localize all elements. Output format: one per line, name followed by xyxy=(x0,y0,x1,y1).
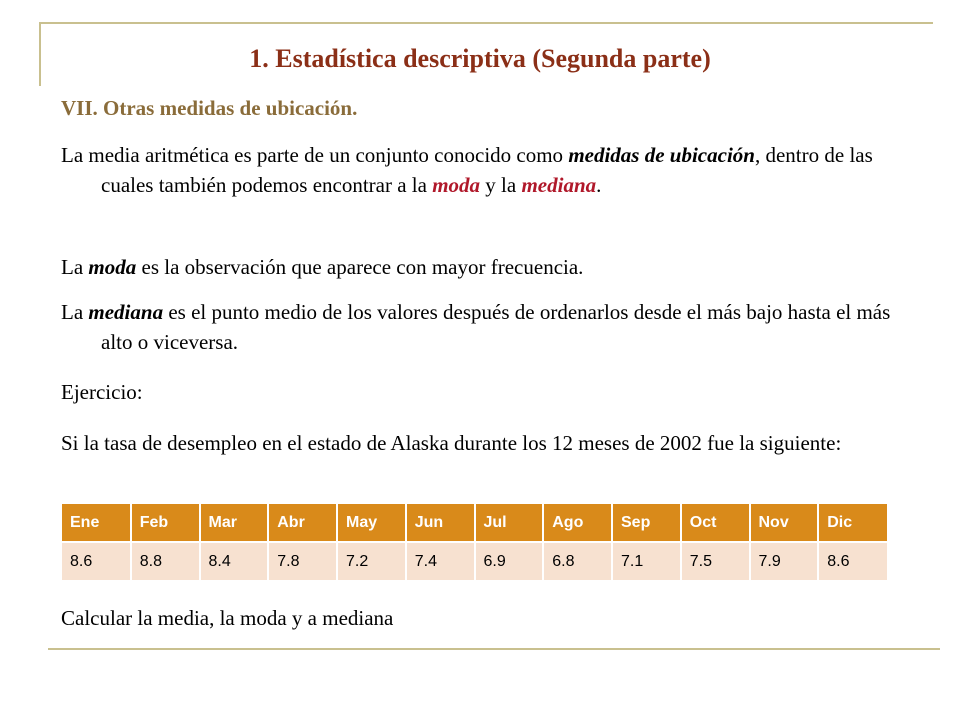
table-cell: 8.6 xyxy=(818,542,887,580)
table-header-cell: Mar xyxy=(200,504,269,542)
table-cell: 8.8 xyxy=(131,542,200,580)
table-header-cell: Ene xyxy=(62,504,131,542)
table-header-cell: Dic xyxy=(818,504,887,542)
table-cell: 6.9 xyxy=(475,542,544,580)
table-cell: 6.8 xyxy=(543,542,612,580)
table-row xyxy=(62,542,887,580)
term-mediana: mediana xyxy=(521,173,597,197)
text-segment: La media aritmética es parte de un conjunto conocido como xyxy=(61,143,569,167)
term-medidas-de-ubicacion: medidas de ubicación xyxy=(568,143,755,167)
table-cell: 7.9 xyxy=(750,542,819,580)
text-segment: , dentro de las cuales también podemos encontrar a la xyxy=(101,143,873,197)
text-segment: . xyxy=(596,173,602,197)
table-cell: 7.8 xyxy=(268,542,337,580)
term-mediana: mediana xyxy=(88,300,164,324)
table-header-cell: May xyxy=(337,504,406,542)
table-cell: 7.2 xyxy=(337,542,406,580)
frame-bottom-line xyxy=(48,648,940,650)
text-segment: La xyxy=(61,255,89,279)
table-cell: 7.5 xyxy=(681,542,750,580)
paragraph-medidas-ubicacion xyxy=(61,140,891,200)
table-header-cell: Feb xyxy=(131,504,200,542)
frame-top-line xyxy=(40,22,933,24)
paragraph-task: Calcular la media, la moda y a mediana xyxy=(61,606,394,630)
slide-title: 1. Estadística descriptiva (Segunda parte) xyxy=(249,44,711,73)
unemployment-table xyxy=(62,504,887,580)
term-moda: moda xyxy=(432,173,481,197)
table-header-row xyxy=(62,504,887,542)
paragraph-mediana-definition xyxy=(61,297,891,357)
table-header-cell: Abr xyxy=(268,504,337,542)
paragraph-ejercicio: Ejercicio: xyxy=(61,380,143,404)
table-cell: 8.6 xyxy=(62,542,131,580)
text-segment: es la observación que aparece con mayor frecuencia. xyxy=(136,255,584,279)
paragraph-moda-definition xyxy=(61,252,891,282)
text-segment: La xyxy=(61,300,89,324)
paragraph-exercise-statement: Si la tasa de desempleo en el estado de Alaska durante los 12 meses de 2002 fue la siguiente: xyxy=(61,431,842,455)
table-cell: 8.4 xyxy=(200,542,269,580)
table-header-cell: Sep xyxy=(612,504,681,542)
text-segment: y la xyxy=(480,173,522,197)
text-segment: es el punto medio de los valores después de ordenarlos desde el más bajo hasta el más alto o viceversa. xyxy=(101,300,891,354)
table-header-cell: Jul xyxy=(475,504,544,542)
table-header-cell: Ago xyxy=(543,504,612,542)
table-cell: 7.4 xyxy=(406,542,475,580)
section-heading: VII. Otras medidas de ubicación. xyxy=(61,96,358,120)
term-moda: moda xyxy=(88,255,137,279)
table-header-cell: Nov xyxy=(750,504,819,542)
table-header-cell: Oct xyxy=(681,504,750,542)
table-header-cell: Jun xyxy=(406,504,475,542)
table-cell: 7.1 xyxy=(612,542,681,580)
